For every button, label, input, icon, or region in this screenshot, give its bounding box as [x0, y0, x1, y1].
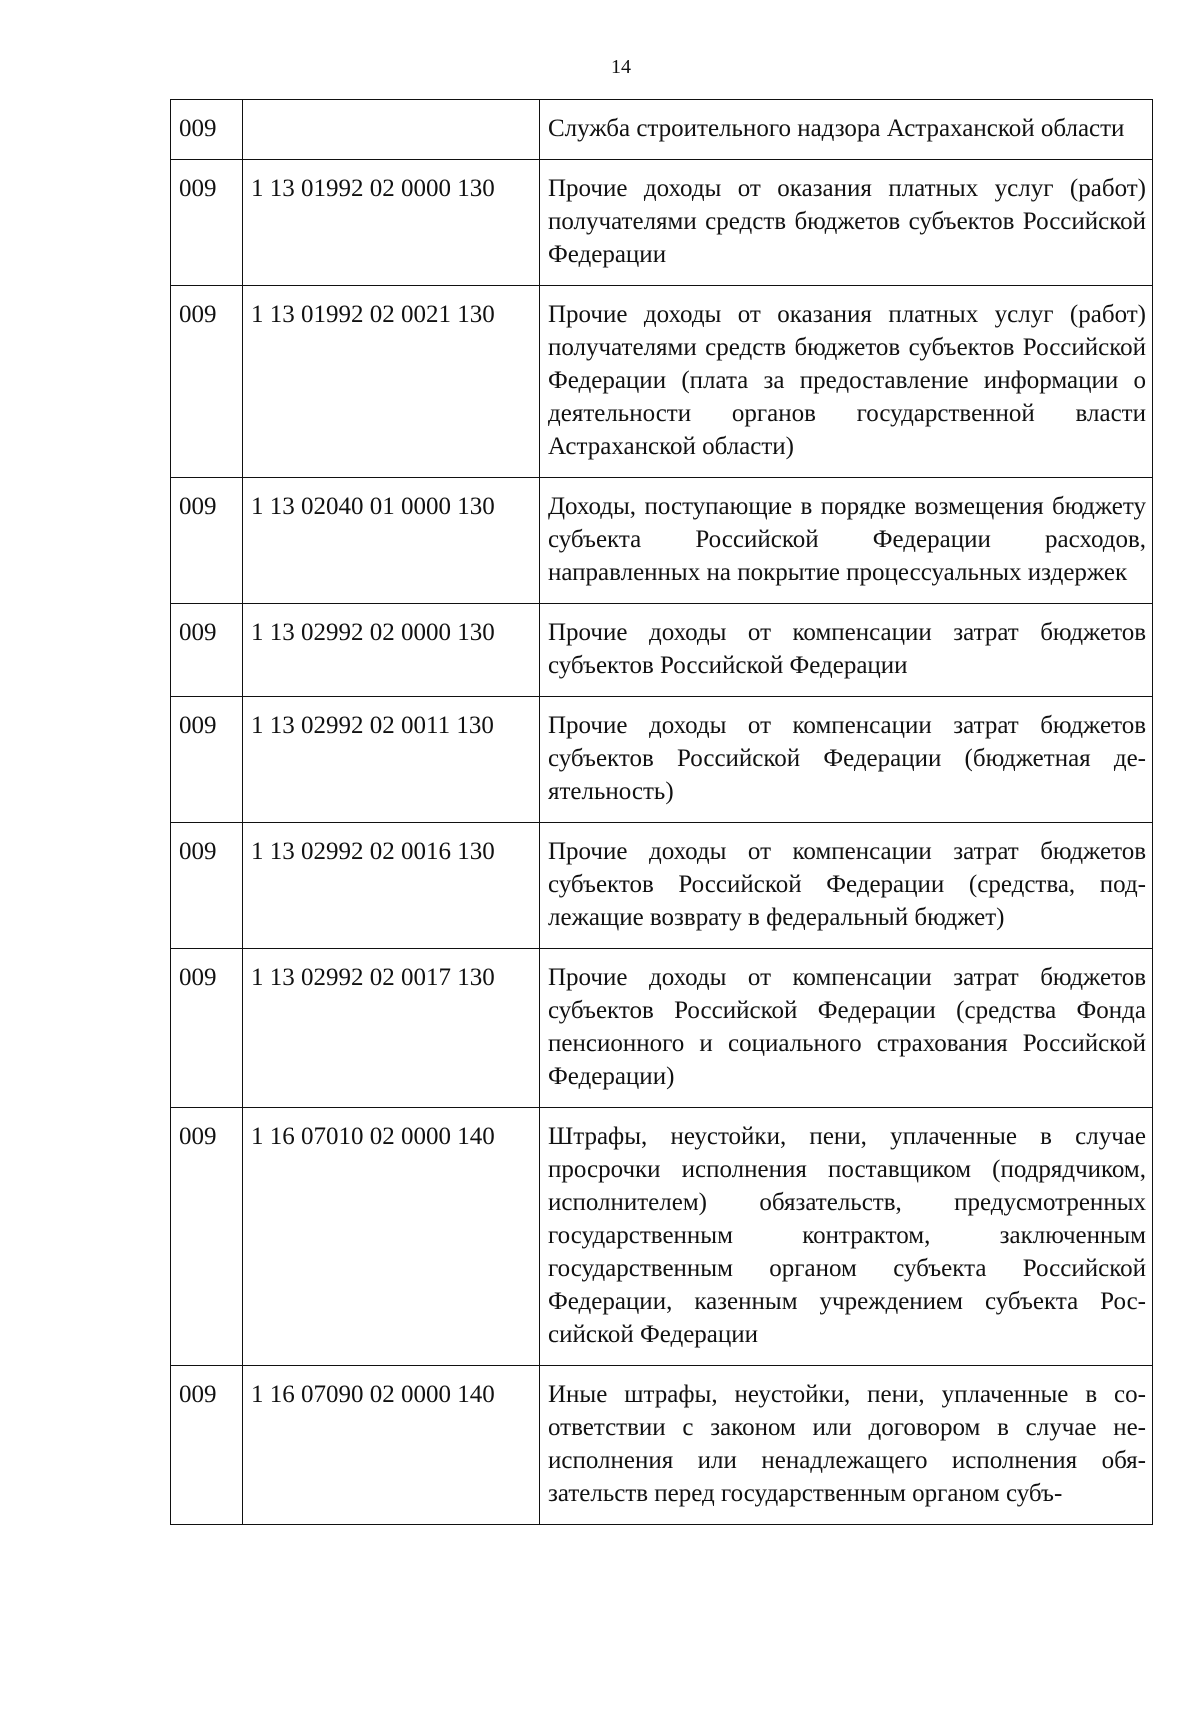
admin-code-cell: 009 — [171, 160, 243, 286]
budget-code-cell: 1 13 02992 02 0016 130 — [243, 823, 540, 949]
table-row — [171, 697, 1153, 823]
description-cell: Прочие доходы от компенсации затрат бюджетов субъектов Российской Федерации — [540, 604, 1153, 697]
budget-code-cell: 1 13 02992 02 0000 130 — [243, 604, 540, 697]
budget-code-cell: 1 16 07090 02 0000 140 — [243, 1366, 540, 1525]
admin-code-cell: 009 — [171, 949, 243, 1108]
table-row — [171, 100, 1153, 160]
description-cell: Служба строительного надзора Астраханской области — [540, 100, 1153, 160]
admin-code-cell: 009 — [171, 604, 243, 697]
table-row — [171, 478, 1153, 604]
admin-code-cell: 009 — [171, 823, 243, 949]
budget-code-cell: 1 13 01992 02 0000 130 — [243, 160, 540, 286]
budget-code-cell: 1 13 01992 02 0021 130 — [243, 286, 540, 478]
description-cell: Доходы, поступающие в порядке возмещения бюджету субъекта Российской Федерации расходов, направленных на покрытие процессуальных издержек — [540, 478, 1153, 604]
description-cell: Прочие доходы от оказания платных услуг (работ) получателями средств бюджетов субъектов Российской Федерации — [540, 160, 1153, 286]
table-row — [171, 1108, 1153, 1366]
table-row — [171, 286, 1153, 478]
description-cell: Прочие доходы от компенсации затрат бюджетов субъектов Российской Федерации (средства, подлежащие возврату в федеральный бюджет) — [540, 823, 1153, 949]
budget-code-cell: 1 13 02992 02 0017 130 — [243, 949, 540, 1108]
table-row — [171, 823, 1153, 949]
table-row — [171, 160, 1153, 286]
budget-code-cell: 1 13 02992 02 0011 130 — [243, 697, 540, 823]
table-row — [171, 949, 1153, 1108]
table-row — [171, 1366, 1153, 1525]
budget-code-cell: 1 13 02040 01 0000 130 — [243, 478, 540, 604]
admin-code-cell: 009 — [171, 478, 243, 604]
description-cell: Прочие доходы от компенсации затрат бюджетов субъектов Российской Федерации (бюджетная деятельность) — [540, 697, 1153, 823]
revenue-codes-table — [170, 99, 1153, 1525]
admin-code-cell: 009 — [171, 100, 243, 160]
description-cell: Прочие доходы от оказания платных услуг (работ) получателями средств бюджетов субъектов Российской Федерации (плата за предоставление информации о деятельности органов государственной власти Астраханской области) — [540, 286, 1153, 478]
table-row — [171, 604, 1153, 697]
budget-code-cell: 1 16 07010 02 0000 140 — [243, 1108, 540, 1366]
description-cell: Штрафы, неустойки, пени, уплаченные в случае просрочки исполнения поставщиком (подрядчиком, исполнителем) обязательств, предусмотренных государственным контрактом, заключенным государственным органом субъекта Российской Федерации, казенным учреждением субъекта Российской Федерации — [540, 1108, 1153, 1366]
budget-code-cell — [243, 100, 540, 160]
description-cell: Прочие доходы от компенсации затрат бюджетов субъектов Российской Федерации (средства Фонда пенсионного и социального страхования Российской Федерации) — [540, 949, 1153, 1108]
admin-code-cell: 009 — [171, 697, 243, 823]
description-cell: Иные штрафы, неустойки, пени, уплаченные в соответствии с законом или договором в случае неисполнения или ненадлежащего исполнения обязательств перед государственным органом субъ- — [540, 1366, 1153, 1525]
admin-code-cell: 009 — [171, 1108, 243, 1366]
admin-code-cell: 009 — [171, 1366, 243, 1525]
admin-code-cell: 009 — [171, 286, 243, 478]
page-number: 14 — [611, 56, 631, 78]
